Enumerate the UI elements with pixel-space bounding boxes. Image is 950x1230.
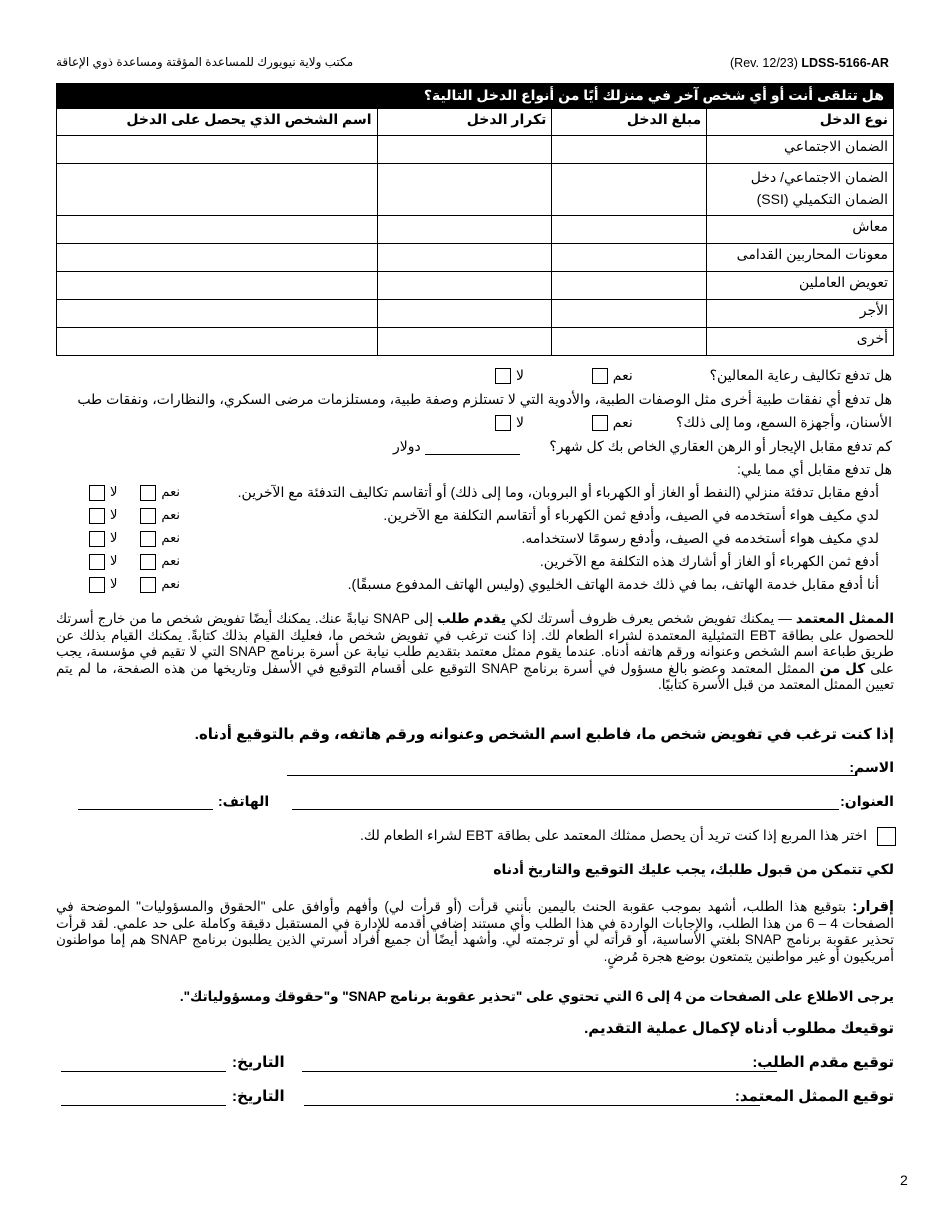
utility-yes-checkbox[interactable]	[140, 485, 156, 501]
no-label: لا	[110, 530, 118, 545]
table-row	[57, 136, 894, 164]
frequency-cell[interactable]	[377, 328, 552, 356]
phone-label: الهاتف:	[218, 793, 270, 809]
no-label: لا	[110, 507, 118, 522]
utility-options	[84, 530, 180, 547]
frequency-cell[interactable]	[377, 272, 552, 300]
rep-signature-label: توقيع الممثل المعتمد:	[734, 1088, 894, 1105]
income-type-cell: الأجر	[707, 300, 894, 328]
signature-required: توقيعك مطلوب أدناه لإكمال عملية التقديم.	[584, 1020, 894, 1037]
utility-options	[84, 553, 180, 570]
person-cell[interactable]	[57, 300, 378, 328]
pay-any-question: هل تدفع مقابل أي مما يلي:	[737, 461, 892, 477]
yes-label: نعم	[161, 507, 180, 522]
income-header-row	[57, 109, 894, 136]
utility-text: لدي مكيف هواء أستخدمه في الصيف، وأدفع ثمن الكهرباء أو أتقاسم التكلفة مع الآخرين.	[383, 507, 879, 523]
utility-no-checkbox[interactable]	[89, 531, 105, 547]
rep-text-bold-1: يقدم طلب	[437, 611, 507, 626]
frequency-cell[interactable]	[377, 300, 552, 328]
name-label: الاسم:	[849, 759, 894, 775]
utility-no-checkbox[interactable]	[89, 554, 105, 570]
form-id: LDSS-5166-AR	[801, 56, 889, 70]
table-row	[57, 244, 894, 272]
rent-question: كم تدفع مقابل الإيجار أو الرهن العقاري الخاص بك كل شهر؟	[549, 438, 892, 454]
table-row	[57, 216, 894, 244]
rent-amount-field	[393, 438, 520, 455]
amount-cell[interactable]	[552, 244, 707, 272]
declaration-text: بتوقيع هذا الطلب، أشهد بموجب عقوبة الحنث باليمين بأنني قرأت (أو قرأت لي) وأفهم وأوافق على "الحقوق والمسؤوليات" الموضحة في الصفحات 4 – 6 من هذا الطلب، والإجابات الواردة في هذا الطلب وأي مستند إضافي أقدمه للإدارة في المستقبل دقيقة وكاملة على حد علمي. لقد قرأت تحذير عقوبة برنامج SNAP بلغتي الأساسية، أو قرأته لي أو ترجمته لي. وأشهد أيضًا أن جميع أفراد أسرتي الذين يطلبون برنامج SNAP هم إما مواطنون أمريكيون أو غير مواطنين يتمتعون بوضع هجرة مُرضٍ.	[56, 899, 895, 964]
rep-signature-input[interactable]	[304, 1090, 760, 1106]
person-cell[interactable]	[57, 164, 378, 216]
dependent-care-options	[490, 367, 633, 384]
no-label: لا	[516, 414, 524, 430]
amount-cell[interactable]	[552, 164, 707, 216]
dependent-care-no-checkbox[interactable]	[495, 368, 511, 384]
utility-no-checkbox[interactable]	[89, 485, 105, 501]
income-section	[56, 83, 894, 356]
utility-text: أدفع مقابل تدفئة منزلي (النفط أو الغاز أو الكهرباء أو البروبان، وما إلى ذلك) أو أتقاسم تكاليف التدفئة مع الآخرين.	[237, 484, 879, 500]
income-type-cell: معاش	[707, 216, 894, 244]
declaration-title: إقرار:	[852, 899, 894, 915]
medical-question-line2: الأسنان، وأجهزة السمع، وما إلى ذلك؟	[676, 414, 892, 430]
table-row	[57, 164, 894, 216]
amount-cell[interactable]	[552, 216, 707, 244]
rep-text-2: إلى SNAP نيابةً عنك. يمكنك أيضًا تفويض شخص ما من خارج أسرتك للحصول على بطاقة EBT التمثيلية المعتمدة لشراء الطعام لك. إذا كنت ترغب في تفويض شخص ما، فعليك القيام بذلك كتابةً. يمكنك القيام بذلك عن طريق طباعة اسم الشخص وعنوانه ورقم هاتفه أدناه. عندما يقوم ممثل معتمد بتقديم طلب نيابة عن أسرة برنامج SNAP التي لا تقيم في مؤسسة، يجب على	[56, 611, 895, 676]
medical-question-line1: هل تدفع أي نفقات طبية أخرى مثل الوصفات الطبية، والأدوية التي لا تستلزم وصفة طبية، ومستلزمات مرضى السكري، والنظارات، ونفقات طب	[77, 391, 892, 407]
authorized-rep-paragraph	[56, 611, 894, 694]
list-item	[56, 507, 892, 530]
date-label: التاريخ:	[232, 1088, 285, 1105]
yes-label: نعم	[161, 576, 180, 591]
utility-text: أنا أدفع مقابل خدمة الهاتف، بما في ذلك خدمة الهاتف الخليوي (وليس الهاتف المدفوع مسبقًا).	[347, 576, 879, 592]
yes-label: نعم	[161, 553, 180, 568]
col-income-frequency: تكرار الدخل	[377, 109, 552, 136]
applicant-signature-label: توقيع مقدم الطلب:	[752, 1054, 894, 1071]
dependent-care-yes-checkbox[interactable]	[592, 368, 608, 384]
utility-yes-checkbox[interactable]	[140, 577, 156, 593]
income-question: هل تتلقى أنت أو أي شخص آخر في منزلك أيًا من أنواع الدخل التالية؟	[56, 83, 894, 108]
authorize-heading: إذا كنت ترغب في تفويض شخص ما، فاطبع اسم الشخص وعنوانه ورقم هاتفه، وقم بالتوقيع أدناه.	[194, 726, 894, 743]
person-cell[interactable]	[57, 272, 378, 300]
col-income-type: نوع الدخل	[707, 109, 894, 136]
applicant-date-input[interactable]	[61, 1056, 226, 1072]
list-item	[56, 576, 892, 599]
form-id-line	[730, 56, 889, 70]
revision: (Rev. 12/23)	[730, 56, 798, 70]
table-row	[57, 300, 894, 328]
person-cell[interactable]	[57, 136, 378, 164]
amount-cell[interactable]	[552, 300, 707, 328]
rep-title: الممثل المعتمد	[795, 611, 894, 626]
utility-options	[84, 507, 180, 524]
yes-label: نعم	[612, 367, 633, 383]
address-label: العنوان:	[840, 793, 894, 809]
list-item	[56, 484, 892, 507]
frequency-cell[interactable]	[377, 164, 552, 216]
utility-yes-checkbox[interactable]	[140, 554, 156, 570]
agency-name: مكتب ولاية نيويورك للمساعدة المؤقتة ومساعدة ذوي الإعاقة	[56, 55, 354, 69]
name-input[interactable]	[287, 760, 857, 776]
frequency-cell[interactable]	[377, 244, 552, 272]
list-item	[56, 553, 892, 576]
utility-yes-checkbox[interactable]	[140, 508, 156, 524]
utility-text: لدي مكيف هواء أستخدمه في الصيف، وأدفع رسومًا لاستخدامه.	[521, 530, 879, 546]
medical-yes-checkbox[interactable]	[592, 415, 608, 431]
income-type-cell: معونات المحاربين القدامى	[707, 244, 894, 272]
income-table	[56, 108, 894, 356]
amount-cell[interactable]	[552, 136, 707, 164]
table-row	[57, 328, 894, 356]
utility-options	[84, 576, 180, 593]
address-input[interactable]	[292, 794, 839, 810]
review-note: يرجى الاطلاع على الصفحات من 4 إلى 6 التي تحتوي على "تحذير عقوبة برنامج SNAP" و"حقوقك ومسؤولياتك".	[179, 989, 894, 1004]
amount-cell[interactable]	[552, 328, 707, 356]
medical-no-checkbox[interactable]	[495, 415, 511, 431]
ebt-checkbox-label: اختر هذا المربع إذا كنت تريد أن يحصل ممثلك المعتمد على بطاقة EBT لشراء الطعام لك.	[359, 827, 867, 844]
ebt-checkbox[interactable]	[877, 827, 896, 846]
rep-date-input[interactable]	[61, 1090, 226, 1106]
income-type-cell: تعويض العاملين	[707, 272, 894, 300]
page-number: 2	[900, 1172, 908, 1188]
utility-yes-checkbox[interactable]	[140, 531, 156, 547]
phone-input[interactable]	[78, 794, 213, 810]
utilities-list	[56, 484, 892, 599]
col-income-amount: مبلغ الدخل	[552, 109, 707, 136]
utility-text: أدفع ثمن الكهرباء أو الغاز أو أشارك هذه التكلفة مع الآخرين.	[539, 553, 879, 569]
income-type-cell: أخرى	[707, 328, 894, 356]
person-cell[interactable]	[57, 328, 378, 356]
utility-options	[84, 484, 180, 501]
table-row	[57, 272, 894, 300]
col-income-person: اسم الشخص الذي يحصل على الدخل	[57, 109, 378, 136]
no-label: لا	[110, 553, 118, 568]
medical-options	[490, 414, 633, 431]
list-item	[56, 530, 892, 553]
yes-label: نعم	[161, 530, 180, 545]
date-label: التاريخ:	[232, 1054, 285, 1071]
no-label: لا	[516, 367, 524, 383]
currency-label: دولار	[393, 438, 421, 454]
no-label: لا	[110, 576, 118, 591]
amount-cell[interactable]	[552, 272, 707, 300]
income-type-cell: الضمان الاجتماعي	[707, 136, 894, 164]
declaration-paragraph	[56, 899, 894, 965]
rent-amount-input[interactable]	[425, 439, 520, 455]
person-cell[interactable]	[57, 216, 378, 244]
applicant-signature-input[interactable]	[302, 1056, 777, 1072]
ebt-checkbox-row	[360, 827, 896, 846]
person-cell[interactable]	[57, 244, 378, 272]
rep-text-3: الممثل المعتمد وعضو بالغ مسؤول في أسرة برنامج SNAP التوقيع على أقسام التوقيع في الأسفل وتاريخها من هذه الصفحة، ما لم يتم تعيين الممثل المعتمد من قبل الأسرة كتابيًا.	[56, 660, 894, 692]
yes-label: نعم	[612, 414, 633, 430]
rep-text-bold-2: كل من	[819, 660, 866, 676]
signing-heading: لكي تتمكن من قبول طلبك، يجب عليك التوقيع والتاريخ أدناه	[493, 861, 894, 877]
utility-no-checkbox[interactable]	[89, 508, 105, 524]
income-type-cell: الضمان الاجتماعي/ دخل الضمان التكميلي (SSI)	[707, 164, 894, 216]
utility-no-checkbox[interactable]	[89, 577, 105, 593]
no-label: لا	[110, 484, 118, 499]
dependent-care-question: هل تدفع تكاليف رعاية المعالين؟	[709, 367, 892, 383]
yes-label: نعم	[161, 484, 180, 499]
rep-text-1: — يمكنك تفويض شخص يعرف ظروف أسرتك لكي	[506, 611, 796, 626]
frequency-cell[interactable]	[377, 136, 552, 164]
frequency-cell[interactable]	[377, 216, 552, 244]
